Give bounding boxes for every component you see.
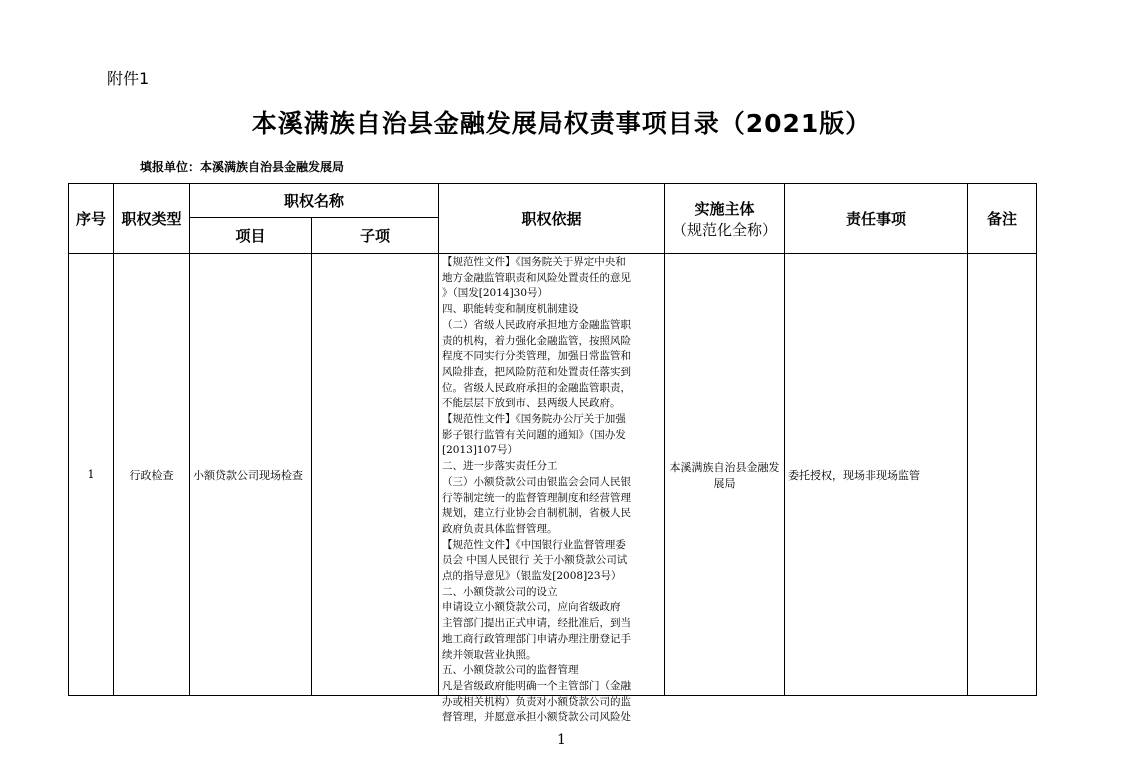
basis-line: 责的机构，着力强化金融监管，按照风险	[442, 334, 632, 347]
basis-line: 点的指导意见》（银监发[2008]23号）	[442, 570, 622, 583]
basis-line: [2013]107号）	[442, 444, 518, 457]
basis-line: 行等制定统一的监督管理制度和经营管理	[442, 491, 632, 504]
basis-line: 主管部门提出正式申请，经批准后，到当	[442, 617, 632, 630]
header-remarks: 备注	[968, 184, 1037, 254]
cell-remarks	[968, 254, 1037, 696]
basis-line: 申请设立小额贷款公司，应向省级政府	[442, 601, 621, 614]
header-duty: 责任事项	[785, 184, 968, 254]
header-subject-line1: 实施主体	[694, 199, 755, 218]
basis-line: 地方金融监管职责和风险处置责任的意见	[442, 271, 632, 284]
cell-basis	[439, 254, 665, 724]
reporting-unit: 填报单位：本溪满族自治县金融发展局	[140, 160, 345, 174]
basis-line: 二、小额贷款公司的设立	[442, 585, 558, 598]
basis-line: 凡是省级政府能明确一个主管部门（金融	[442, 679, 632, 692]
basis-line: 不能层层下放到市、县两级人民政府。	[442, 397, 621, 410]
cell-item: 小额贷款公司现场检查	[190, 254, 312, 696]
header-subject-line2: （规范化全称）	[672, 220, 778, 239]
basis-line: 政府负责具体监督管理。	[442, 522, 558, 535]
basis-line: 员会 中国人民银行 关于小额贷款公司试	[442, 554, 628, 567]
basis-line: 督管理，并愿意承担小额贷款公司风险处	[442, 711, 632, 724]
authority-table	[68, 183, 1037, 724]
basis-line: （三）小额贷款公司由银监会会同人民银	[442, 475, 632, 488]
header-name-group: 职权名称	[190, 184, 439, 218]
basis-line: 【规范性文件】《中国银行业监督管理委	[442, 538, 626, 551]
header-item: 项目	[190, 218, 312, 254]
basis-line: 规划，建立行业协会自制机制，省极人民	[442, 507, 632, 520]
basis-text	[439, 254, 664, 724]
basis-line: 影子银行监管有关问题的通知》（国办发	[442, 428, 626, 441]
basis-line: 地工商行政管理部门申请办理注册登记手	[442, 632, 632, 645]
basis-line: 五、小额贷款公司的监督管理	[442, 664, 579, 677]
basis-line: 位。省级人民政府承担的金融监管职责，	[442, 381, 632, 394]
page-number: 1	[557, 732, 566, 748]
basis-line: 四、职能转变和制度机制建设	[442, 303, 579, 316]
cell-subject: 本溪满族自治县金融发展局	[665, 254, 785, 696]
basis-line: 续并领取营业执照。	[442, 648, 537, 661]
page-title: 本溪满族自治县金融发展局权责事项目录（2021版）	[251, 109, 872, 138]
table-row	[69, 254, 1037, 696]
header-seq: 序号	[69, 184, 114, 254]
basis-line: 风险排查，把风险防范和处置责任落实到	[442, 365, 632, 378]
cell-seq: 1	[69, 254, 114, 696]
header-subitem: 子项	[312, 218, 439, 254]
annex-label: 附件1	[107, 69, 150, 88]
cell-type: 行政检查	[114, 254, 190, 696]
header-basis: 职权依据	[439, 184, 665, 254]
basis-line: （二）省级人民政府承担地方金融监管职	[442, 318, 632, 331]
header-subject	[665, 184, 785, 254]
basis-line: 【规范性文件】《国务院关于界定中央和	[442, 256, 626, 268]
basis-line: 办或相关机构）负责对小额贷款公司的监	[442, 695, 632, 708]
basis-line: 二、进一步落实责任分工	[442, 460, 558, 473]
header-type: 职权类型	[114, 184, 190, 254]
basis-line: 程度不同实行分类管理，加强日常监管和	[442, 350, 632, 363]
cell-subitem	[312, 254, 439, 696]
basis-line: 》（国发[2014]30号）	[442, 287, 549, 300]
basis-line: 【规范性文件】《国务院办公厅关于加强	[442, 413, 626, 426]
cell-duty: 委托授权，现场非现场监管	[785, 254, 968, 696]
